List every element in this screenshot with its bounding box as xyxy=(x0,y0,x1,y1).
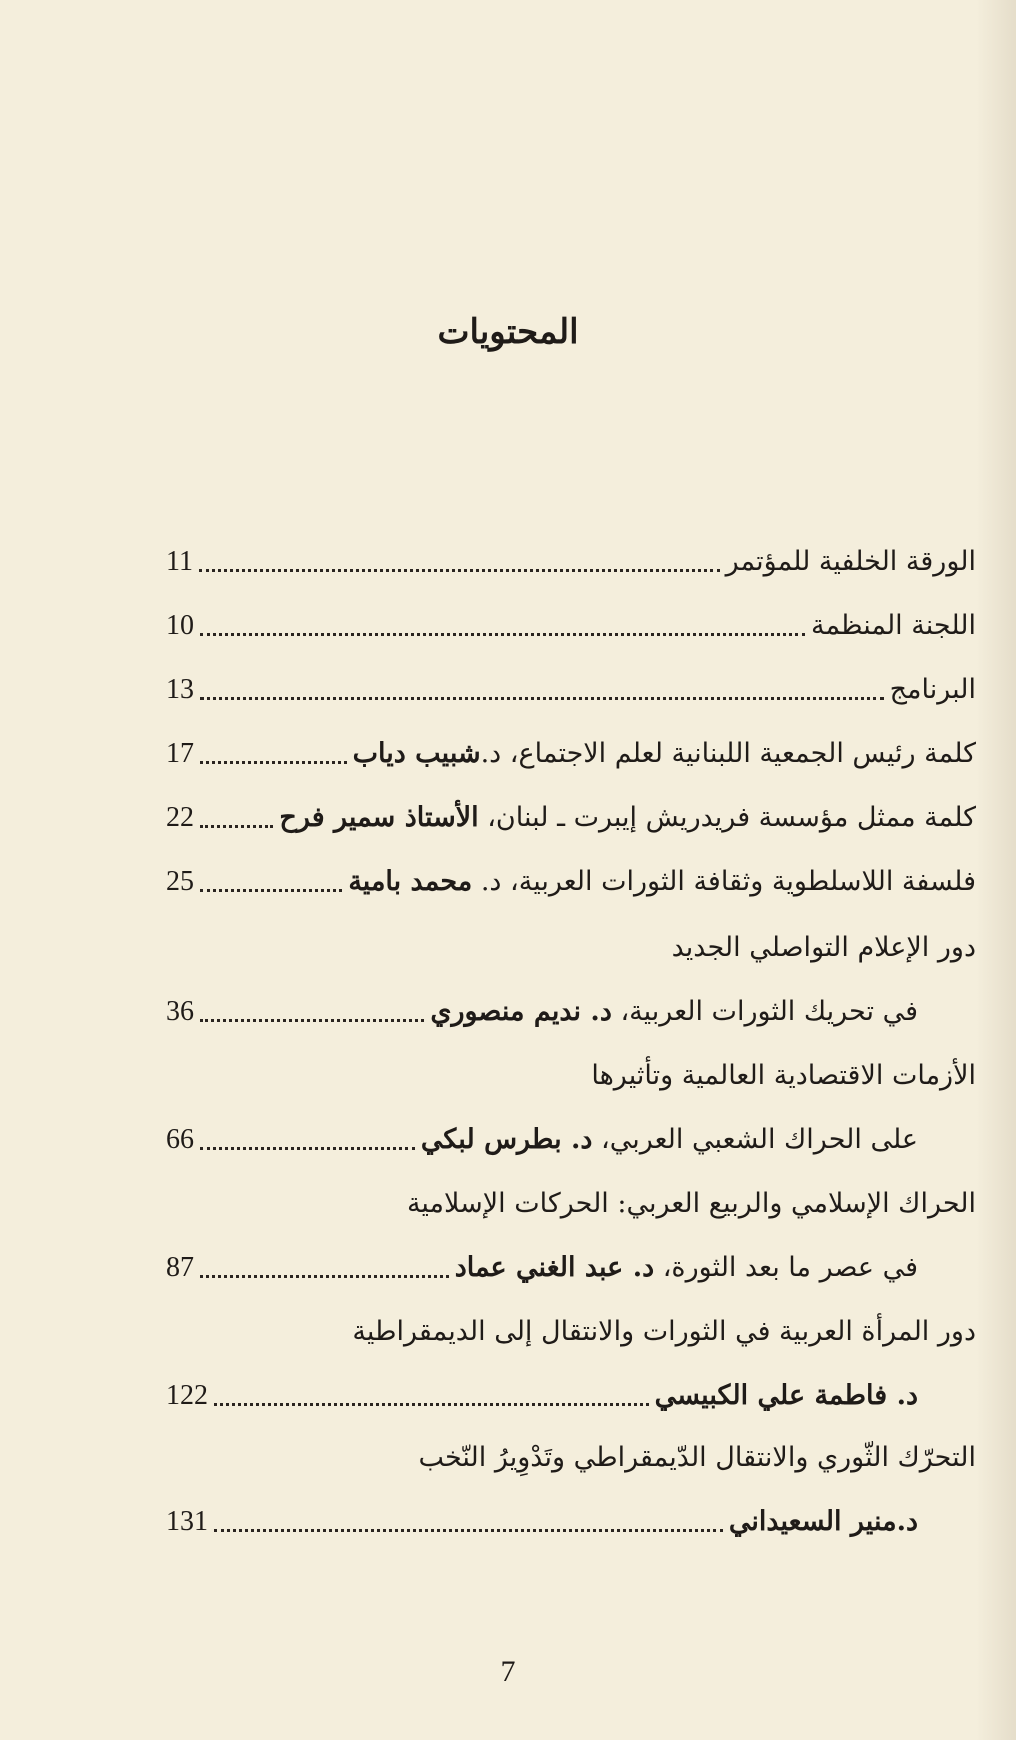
toc-entry xyxy=(166,1310,976,1354)
entry-text: الورقة الخلفية للمؤتمر xyxy=(725,546,976,577)
entry-author: د. بطرس لبكي xyxy=(420,1124,593,1155)
entry-page-number: 87 xyxy=(166,1252,194,1283)
toc-entry-title xyxy=(407,1182,976,1226)
toc-entry-title xyxy=(418,1436,976,1480)
toc-entry xyxy=(166,1436,976,1480)
toc-entry xyxy=(166,1118,918,1162)
entry-text: دور الإعلام التواصلي الجديد xyxy=(671,932,976,963)
toc-entry xyxy=(166,1374,918,1418)
dot-leader xyxy=(200,990,424,1034)
entry-author: محمد بامية xyxy=(348,866,473,897)
dot-leader xyxy=(200,732,347,776)
toc-entry-title xyxy=(655,1374,918,1418)
toc-entry-title xyxy=(279,796,976,840)
entry-page-number: 122 xyxy=(166,1380,208,1411)
toc-entry-title xyxy=(348,860,976,904)
toc-entry xyxy=(166,1500,918,1544)
entry-author: د.منير السعيداني xyxy=(728,1506,918,1537)
dot-leader xyxy=(214,1500,723,1544)
dot-leader xyxy=(200,668,884,712)
entry-text: الأزمات الاقتصادية العالمية وتأثيرها xyxy=(591,1060,976,1091)
toc-entry xyxy=(166,1246,918,1290)
entry-text: فلسفة اللاسلطوية وثقافة الثورات العربية، د. xyxy=(472,866,976,897)
toc-entry-title xyxy=(421,1118,918,1162)
toc-entry xyxy=(166,796,976,840)
toc-entry-title xyxy=(352,1310,976,1354)
dot-leader xyxy=(200,1118,415,1162)
toc-entry xyxy=(166,732,976,776)
page-spine-shadow xyxy=(976,0,1016,1740)
entry-author: د. نديم منصوري xyxy=(430,996,612,1027)
toc-entry xyxy=(166,668,976,712)
toc-entry-title xyxy=(890,668,976,712)
dot-leader xyxy=(200,604,805,648)
entry-page-number: 22 xyxy=(166,802,194,833)
toc-entry-title xyxy=(430,990,918,1034)
toc-entry xyxy=(166,540,976,584)
entry-author: د. فاطمة علي الكبيسي xyxy=(654,1380,918,1411)
toc-entry-title xyxy=(672,926,976,970)
entry-page-number: 36 xyxy=(166,996,194,1027)
entry-author: الأستاذ سمير فرح xyxy=(279,802,479,833)
dot-leader xyxy=(200,1246,449,1290)
entry-text: دور المرأة العربية في الثورات والانتقال إلى الديمقراطية xyxy=(352,1316,976,1347)
entry-page-number: 13 xyxy=(166,674,194,705)
page-title: المحتويات xyxy=(437,312,579,352)
toc-entry xyxy=(166,1054,976,1098)
entry-text: كلمة ممثل مؤسسة فريدريش إيبرت ـ لبنان، xyxy=(478,802,976,833)
toc-entry-title xyxy=(811,604,976,648)
entry-page-number: 10 xyxy=(166,610,194,641)
entry-text: في عصر ما بعد الثورة، xyxy=(654,1252,918,1283)
dot-leader xyxy=(200,796,273,840)
toc-entry-title xyxy=(591,1054,976,1098)
entry-author: شبيب دياب xyxy=(352,738,481,769)
dot-leader xyxy=(214,1374,649,1418)
toc-entry-title xyxy=(729,1500,918,1544)
entry-page-number: 25 xyxy=(166,866,194,897)
entry-text: اللجنة المنظمة xyxy=(810,610,976,641)
toc-entry xyxy=(166,926,976,970)
toc-entry xyxy=(166,604,976,648)
entry-page-number: 17 xyxy=(166,738,194,769)
entry-page-number: 11 xyxy=(166,546,193,577)
toc-entry-title xyxy=(455,1246,918,1290)
toc-entry-title xyxy=(726,540,976,584)
page-number: 7 xyxy=(500,1655,516,1688)
toc-entry xyxy=(166,990,918,1034)
toc-entry-title xyxy=(353,732,976,776)
toc-entry xyxy=(166,860,976,904)
dot-leader xyxy=(200,860,342,904)
entry-text: البرنامج xyxy=(889,674,976,705)
toc-entry xyxy=(166,1182,976,1226)
entry-text: على الحراك الشعبي العربي، xyxy=(592,1124,918,1155)
entry-page-number: 66 xyxy=(166,1124,194,1155)
entry-page-number: 131 xyxy=(166,1506,208,1537)
dot-leader xyxy=(199,540,720,584)
entry-text: الحراك الإسلامي والربيع العربي: الحركات الإسلامية xyxy=(406,1188,976,1219)
entry-text: التحرّك الثّوري والانتقال الدّيمقراطي وتَدْوِيرُ النّخب xyxy=(418,1442,976,1473)
entry-text: كلمة رئيس الجمعية اللبنانية لعلم الاجتماع، د. xyxy=(480,738,976,769)
entry-text: في تحريك الثورات العربية، xyxy=(611,996,918,1027)
entry-author: د. عبد الغني عماد xyxy=(454,1252,655,1283)
